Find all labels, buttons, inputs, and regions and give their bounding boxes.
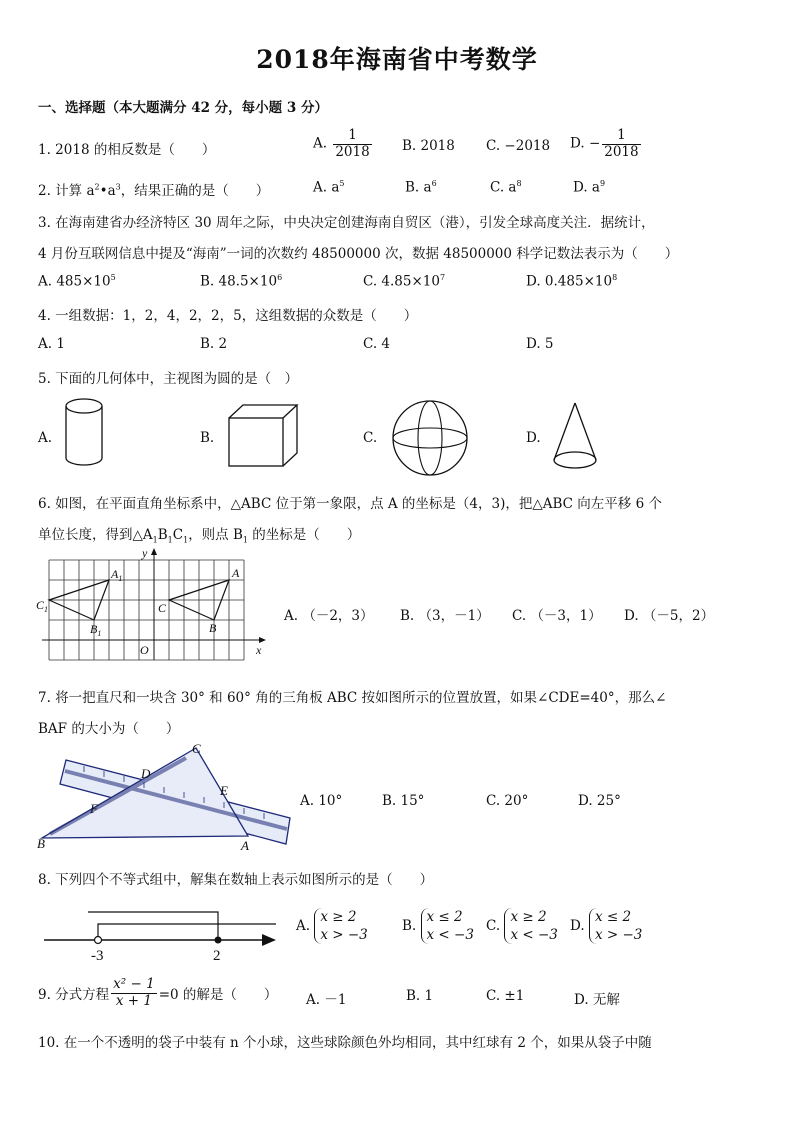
q1-option-b: B. 2018 [402,138,455,154]
open-point [95,937,102,944]
label-o: O [140,643,149,657]
q2-stem: 2. 计算 $a^2•a^3$，结果正确的是（ ） [38,182,270,199]
q4-option-a: A. 1 [38,336,65,352]
q3-line2: 4 月份互联网信息中提及“海南”一词的次数约 48500000 次，数据 48500000 科学记数法表示为（ ） [38,246,679,262]
q3-option-b: B. $48.5\times 10^6$ [200,273,283,290]
label-c: C [158,601,167,615]
q2-option-c: C. $a^8$ [490,179,522,196]
q7-option-a: A. 10° [300,793,343,809]
cone-figure [550,400,600,472]
q1-option-a: A. $\frac{1}{2018}$ [313,127,370,160]
q6-option-c: C. （－3，1） [512,608,602,624]
q1-stem: 1. 2018 的相反数是（ ） [38,142,216,158]
q4-option-b: B. 2 [200,336,228,352]
q3-option-d: D. $0.485\times 10^8$ [526,273,618,290]
label-a: A [232,566,240,580]
q7-option-c: C. 20° [486,793,529,809]
q1-a-fraction: $\frac{1}{2018}$ [335,127,370,160]
q6-line1: 6. 如图，在平面直角坐标系中，△ABC 位于第一象限，点 A 的坐标是（4，3)，把△ABC 向左平移 6 个 [38,496,662,512]
sphere-figure [390,398,470,478]
q1-option-c: C. −2018 [486,138,551,154]
q7-line2: BAF 的大小为（ ） [38,721,180,737]
solution-bar-lower [98,924,276,940]
q9-option-a: A. －1 [306,992,347,1008]
q7-line1: 7. 将一把直尺和一块含 30° 和 60° 角的三角板 ABC 按如图所示的位置放置，如果∠CDE=40°，那么∠ [38,690,667,706]
q8-option-b: B. x ≤ 2 x < −3 [402,909,474,944]
q8-option-c: C. x ≥ 2 x < −3 [486,909,558,944]
q2-option-d: D. $a^9$ [573,179,606,196]
q4-option-c: C. 4 [363,336,391,352]
cube-figure [226,402,300,468]
q9-option-c: C. ±1 [486,988,525,1004]
number-line-arrow [262,934,276,946]
q9-option-b: B. 1 [406,988,434,1004]
label-f: F [90,801,98,816]
q4-option-d: D. 5 [526,336,554,352]
label-x: x [256,643,262,657]
q9-stem: 9. 分式方程 $\frac{\text{x² − 1}}{x + 1}$ =0 的解是（ ） [38,976,278,1009]
q6-option-b: B. （3，－1） [400,608,490,624]
q8-option-d: D. x ≤ 2 x > −3 [570,909,643,944]
number-line-figure [40,902,282,964]
q6-line2: 单位长度，得到$\triangle A_1B_1C_1$，则点 $B_1$ 的坐标是（ ） [38,527,361,545]
cylinder-figure [62,396,106,470]
q5-option-d: D. [526,430,541,446]
q3-line1: 3. 在海南建省办经济特区 30 周年之际，中央决定创建海南自贸区（港），引发全球高度关注．据统计， [38,215,655,231]
label-e: E [220,783,228,798]
label-b1: $B_1$ [90,622,102,638]
q10-line1: 10. 在一个不透明的袋子中装有 n 个小球，这些球除颜色外均相同，其中红球有 2 个，如果从袋子中随 [38,1035,652,1051]
q8-stem: 8. 下列四个不等式组中，解集在数轴上表示如图所示的是（ ） [38,872,434,888]
q2-option-b: B. $a^6$ [405,179,437,196]
coordinate-grid-figure [34,548,268,666]
label-c: C [192,741,201,756]
q5-option-a: A. [38,430,53,446]
q1-d-fraction: $\frac{1}{2018}$ [604,127,639,160]
q5-option-c: C. [363,430,378,446]
q3-option-a: A. $485\times 10^5$ [38,273,116,290]
label-b: B [37,836,45,851]
q8-option-a: A. x ≥ 2 x > −3 [296,909,368,944]
closed-point [215,937,222,944]
ruler-triangle-figure [34,740,296,852]
q4-stem: 4. 一组数据：1，2，4，2，2，5，这组数据的众数是（ ） [38,308,418,324]
label-c1: $C_1$ [36,598,49,614]
q6-option-a: A. （－2，3） [284,608,374,624]
q2-option-a: A. $a^5$ [313,179,345,196]
q9-option-d: D. 无解 [574,992,620,1008]
q5-stem: 5. 下面的几何体中，主视图为圆的是（ ） [38,371,299,387]
q7-option-b: B. 15° [382,793,425,809]
label-y: y [142,548,148,560]
q3-option-c: C. $4.85\times 10^7$ [363,273,446,290]
section-heading: 一、选择题（本大题满分 42 分，每小题 3 分） [38,100,328,116]
label-a: A [241,838,249,852]
solution-bar-upper [88,912,218,940]
q9-fraction: $\frac{\text{x² − 1}}{x + 1}$ [113,976,155,1009]
q5-option-b: B. [200,430,215,446]
label-a1: $A_1$ [111,567,123,583]
q7-option-d: D. 25° [578,793,621,809]
label-d: D [141,766,151,781]
label-b: B [209,621,217,635]
label-neg3: -3 [91,948,104,964]
q6-option-d: D. （－5，2） [624,608,715,624]
label-2: 2 [213,948,221,964]
page-title: 2018年海南省中考数学 [256,45,538,74]
q1-option-d: D. − $\frac{1}{2018}$ [570,127,639,160]
